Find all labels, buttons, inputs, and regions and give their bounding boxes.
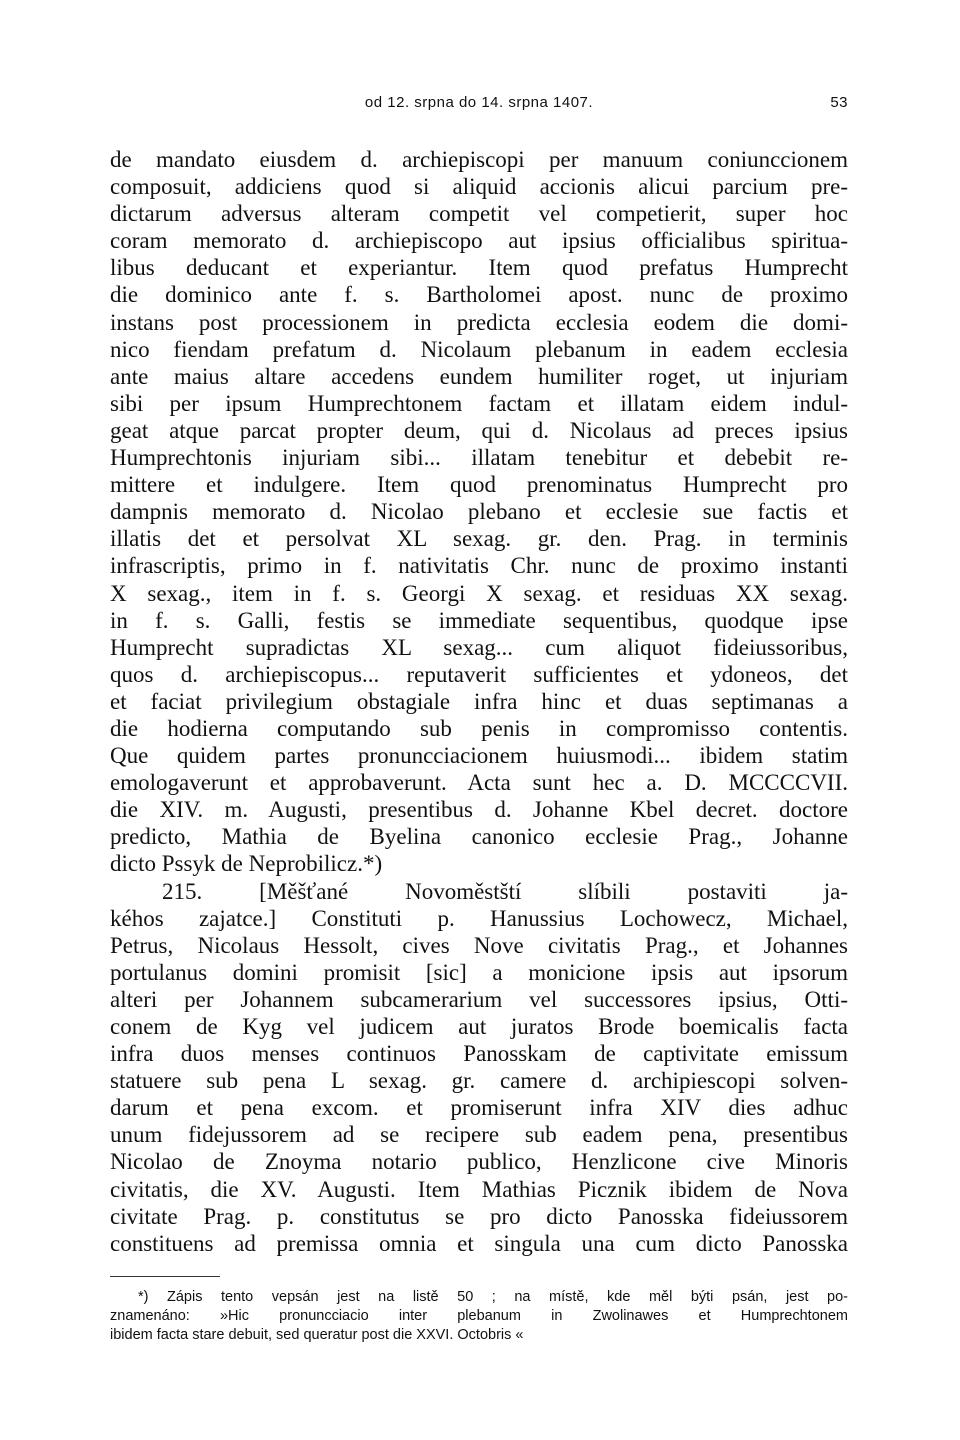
- text-line: civitate Prag. p. constitutus se pro dicto Panosska fideiussorem: [110, 1203, 848, 1229]
- text-line: et faciat privilegium obstagiale infra hinc et duas septimanas a: [110, 688, 848, 714]
- text-line: dampnis memorato d. Nicolao plebano et ecclesie sue factis et: [110, 499, 848, 525]
- text-line-paragraph-end: dicto Pssyk de Neprobilicz.*): [110, 851, 383, 877]
- text-line: mittere et indulgere. Item quod prenominatus Humprecht pro: [110, 472, 848, 498]
- footnote-line: ibidem facta stare debuit, sed queratur post die XXVI. Octobris «: [110, 1327, 524, 1343]
- text-line: civitatis, die XV. Augusti. Item Mathias Picznik ibidem de Nova: [110, 1176, 848, 1202]
- text-line: sibi per ipsum Humprechtonem factam et illatam eidem indul-: [110, 390, 848, 416]
- text-line: geat atque parcat propter deum, qui d. Nicolaus ad preces ipsius: [110, 417, 848, 443]
- text-line: die hodierna computando sub penis in compromisso contentis.: [110, 715, 848, 741]
- text-line: infra duos menses continuos Panosskam de captivitate emissum: [110, 1041, 848, 1067]
- text-line: ante maius altare accedens eundem humiliter roget, ut injuriam: [110, 363, 848, 389]
- text-line: portulanus domini promisit [sic] a monicione ipsis aut ipsorum: [110, 959, 848, 985]
- text-line: die XIV. m. Augusti, presentibus d. Johanne Kbel decret. doctore: [110, 797, 848, 823]
- footnote: [110, 1288, 848, 1345]
- text-line: conem de Kyg vel judicem aut juratos Brode boemicalis facta: [110, 1014, 848, 1039]
- running-title: od 12. srpna do 14. srpna 1407.: [364, 94, 594, 111]
- text-line: instans post processionem in predicta ecclesia eodem die domi-: [110, 309, 848, 335]
- text-line: Petrus, Nicolaus Hessolt, cives Nove civitatis Prag., et Johannes: [110, 932, 848, 958]
- text-line: Humprecht supradictas XL sexag... cum aliquot fideiussoribus,: [110, 634, 848, 660]
- text-line: nico fiendam prefatum d. Nicolaum plebanum in eadem ecclesia: [110, 336, 848, 362]
- text-line: Humprechtonis injuriam sibi... illatam tenebitur et debebit re-: [110, 445, 848, 471]
- text-line: de mandato eiusdem d. archiepiscopi per manuum coniunccionem: [110, 147, 848, 172]
- page-number: 53: [830, 94, 848, 111]
- footnote-line: znamenáno: »Hic pronuncciacio inter plebanum in Zwolinawes et Humprechtonem: [110, 1308, 848, 1324]
- text-line: constituens ad premissa omnia et singula una cum dicto Panosska: [110, 1230, 848, 1256]
- body-text: [110, 146, 848, 1257]
- text-line: Que quidem partes pronuncciacionem huiusmodi... ibidem statim: [110, 743, 848, 769]
- text-line: darum et pena excom. et promiserunt infra XIV dies adhuc: [110, 1095, 848, 1121]
- text-line: quos d. archiepiscopus... reputaverit sufficientes et ydoneos, det: [110, 661, 848, 687]
- footnote-line: *) Zápis tento vepsán jest na listě 50 ; na místě, kde měl býti psán, jest po-: [138, 1289, 848, 1305]
- text-line: emologaverunt et approbaverunt. Acta sunt hec a. D. MCCCCVII.: [110, 770, 848, 796]
- text-line: infrascriptis, primo in f. nativitatis Chr. nunc de proximo instanti: [110, 553, 848, 579]
- text-line: statuere sub pena L sexag. gr. camere d. archipiescopi solven-: [110, 1068, 848, 1094]
- running-head: [110, 94, 848, 118]
- text-line: predicto, Mathia de Byelina canonico ecclesie Prag., Johanne: [110, 824, 848, 850]
- text-line: dictarum adversus alteram competit vel competierit, super hoc: [110, 201, 848, 227]
- text-line: X sexag., item in f. s. Georgi X sexag. et residuas XX sexag.: [110, 580, 848, 606]
- entry-heading-line: 215. [Měšťané Novoměstští slíbili postaviti ja-: [162, 878, 848, 904]
- page: [110, 0, 848, 1440]
- text-line: coram memorato d. archiepiscopo aut ipsius officialibus spiritua-: [110, 228, 848, 254]
- text-line: in f. s. Galli, festis se immediate sequentibus, quodque ipse: [110, 607, 848, 633]
- text-line: libus deducant et experiantur. Item quod prefatus Humprecht: [110, 255, 848, 281]
- text-line: kéhos zajatce.] Constituti p. Hanussius Lochowecz, Michael,: [110, 905, 848, 931]
- text-line: illatis det et persolvat XL sexag. gr. den. Prag. in terminis: [110, 526, 848, 552]
- text-line: unum fidejussorem ad se recipere sub eadem pena, presentibus: [110, 1122, 848, 1148]
- text-line: Nicolao de Znoyma notario publico, Henzlicone cive Minoris: [110, 1149, 848, 1175]
- text-line: die dominico ante f. s. Bartholomei apost. nunc de proximo: [110, 282, 848, 308]
- footnote-divider: [110, 1276, 220, 1277]
- text-line: alteri per Johannem subcamerarium vel successores ipsius, Otti-: [110, 986, 848, 1012]
- text-line: composuit, addiciens quod si aliquid accionis alicui parcium pre-: [110, 174, 848, 200]
